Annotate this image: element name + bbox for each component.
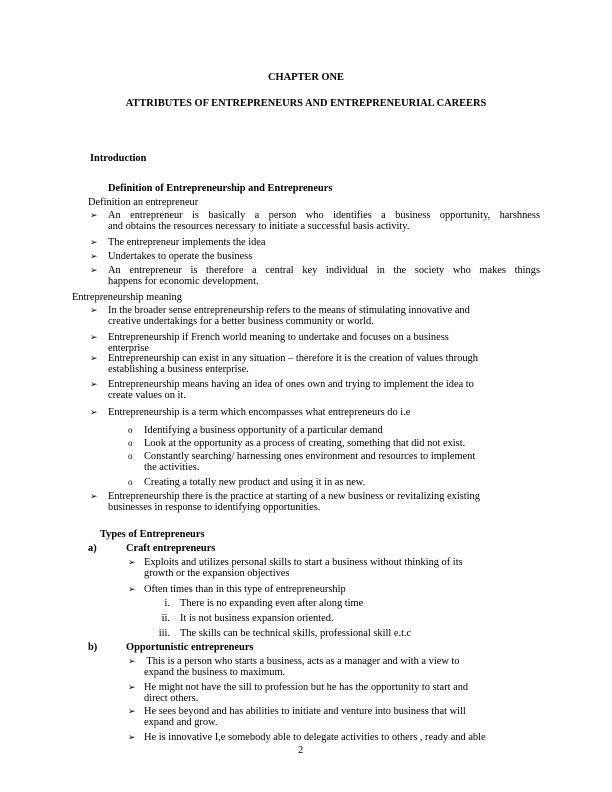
craft-sub-point: The skills can be technical skills, professional skill e.t.c bbox=[180, 628, 412, 639]
meaning-point: Entrepreneurship is a term which encompasses what entrepreneurs do i.e bbox=[108, 407, 411, 418]
meaning-point: In the broader sense entrepreneurship refers to the means of stimulating innovative and creative undertakings for a better business community or world. bbox=[108, 305, 470, 327]
definition-heading: Definition of Entrepreneurship and Entrepreneurs bbox=[108, 183, 333, 194]
opportunistic-point: This is a person who starts a business, acts as a manager and with a view to expand the business to maximum. bbox=[144, 656, 460, 678]
roman-numeral: ii. bbox=[161, 613, 170, 624]
meaning-point: Entrepreneurship can exist in any situation – therefore it is the creation of values through establishing a business enterprise. bbox=[108, 353, 478, 375]
type-a-label: a) bbox=[88, 543, 97, 554]
arrow-bullet-icon: ➢ bbox=[128, 732, 136, 742]
arrow-bullet-icon: ➢ bbox=[128, 557, 136, 567]
arrow-bullet-icon: ➢ bbox=[90, 210, 98, 220]
arrow-bullet-icon: ➢ bbox=[90, 353, 98, 363]
types-heading: Types of Entrepreneurs bbox=[100, 529, 205, 540]
page-number: 2 bbox=[298, 745, 304, 756]
opportunistic-point: He might not have the sill to profession but he has the opportunity to start and direct others. bbox=[144, 682, 469, 704]
opportunistic-point: He is innovative I,e somebody able to delegate activities to others , ready and able bbox=[144, 732, 486, 743]
introduction-heading: Introduction bbox=[90, 153, 147, 164]
sub-point: Identifying a business opportunity of a particular demand bbox=[144, 425, 383, 436]
arrow-bullet-icon: ➢ bbox=[90, 251, 98, 261]
arrow-bullet-icon: ➢ bbox=[90, 407, 98, 417]
opportunistic-point: He sees beyond and has abilities to initiate and venture into business that will expand and grow. bbox=[144, 706, 466, 728]
roman-numeral: iii. bbox=[158, 628, 170, 639]
meaning-point: Entrepreneurship there is the practice at starting of a new business or revitalizing existing businesses in response to identifying opportunities. bbox=[108, 491, 480, 513]
entrepreneur-point: Undertakes to operate the business bbox=[108, 251, 253, 262]
meaning-point: Entrepreneurship if French world meaning to undertake and focuses on a business enterprise bbox=[108, 332, 449, 354]
arrow-bullet-icon: ➢ bbox=[128, 706, 136, 716]
circle-bullet-icon: o bbox=[128, 425, 133, 435]
entrepreneur-point: An entrepreneur is basically a person who identifies a business opportunity, harshness and obtains the resources necessary to initiate a successful basis activity. bbox=[108, 210, 540, 232]
definition-entrepreneur-label: Definition an entrepreneur bbox=[88, 197, 199, 208]
entrepreneur-point: An entrepreneur is therefore a central key individual in the society who makes things happens for economic development. bbox=[108, 265, 540, 287]
arrow-bullet-icon: ➢ bbox=[128, 584, 136, 594]
circle-bullet-icon: o bbox=[128, 451, 133, 461]
type-b-label: b) bbox=[88, 642, 98, 653]
arrow-bullet-icon: ➢ bbox=[90, 237, 98, 247]
sub-point: Constantly searching/ harnessing ones environment and resources to implement the activities. bbox=[144, 451, 476, 473]
arrow-bullet-icon: ➢ bbox=[90, 332, 98, 342]
entrepreneur-point: The entrepreneur implements the idea bbox=[108, 237, 266, 248]
circle-bullet-icon: o bbox=[128, 477, 133, 487]
sub-point: Look at the opportunity as a process of creating, something that did not exist. bbox=[144, 438, 466, 449]
type-a-title: Craft entrepreneurs bbox=[126, 543, 216, 554]
circle-bullet-icon: o bbox=[128, 438, 133, 448]
sub-point: Creating a totally new product and using it in as new. bbox=[144, 477, 366, 488]
document-title: ATTRIBUTES OF ENTREPRENEURS AND ENTREPRENEURIAL CAREERS bbox=[125, 98, 487, 109]
entrepreneurship-meaning-label: Entrepreneurship meaning bbox=[72, 292, 182, 303]
arrow-bullet-icon: ➢ bbox=[90, 379, 98, 389]
arrow-bullet-icon: ➢ bbox=[128, 656, 136, 666]
craft-point: Often times than in this type of entrepreneurship bbox=[144, 584, 346, 595]
roman-numeral: i. bbox=[164, 598, 170, 609]
arrow-bullet-icon: ➢ bbox=[128, 682, 136, 692]
craft-sub-point: There is no expanding even after along time bbox=[180, 598, 364, 609]
arrow-bullet-icon: ➢ bbox=[90, 491, 98, 501]
type-b-title: Opportunistic entrepreneurs bbox=[126, 642, 254, 653]
chapter-title: CHAPTER ONE bbox=[268, 72, 344, 83]
meaning-point: Entrepreneurship means having an idea of ones own and trying to implement the idea to create values on it. bbox=[108, 379, 474, 401]
craft-sub-point: It is not business expansion oriented. bbox=[180, 613, 334, 624]
craft-point: Exploits and utilizes personal skills to start a business without thinking of its growth or the expansion objectives bbox=[144, 557, 463, 579]
arrow-bullet-icon: ➢ bbox=[90, 265, 98, 275]
arrow-bullet-icon: ➢ bbox=[90, 305, 98, 315]
